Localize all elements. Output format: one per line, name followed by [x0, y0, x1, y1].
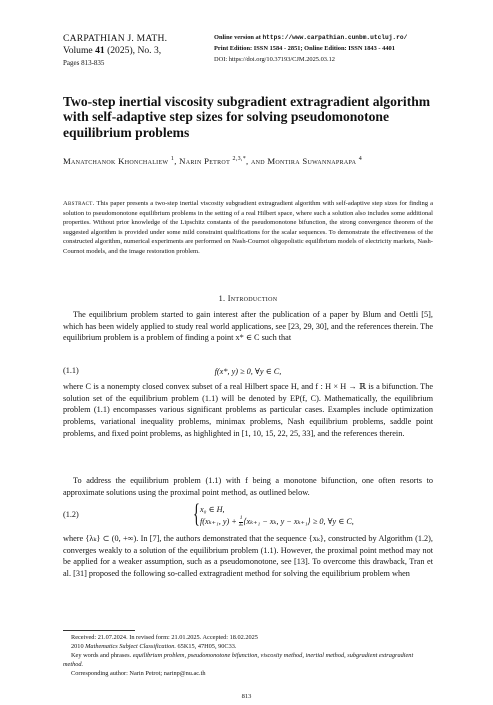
intro-paragraph-1: The equilibrium problem started to gain interest after the publication of a paper by Blum and Oettli [5], which has been widely applied to study real world applications, see [23, 29, 30], and the references therein. The equilibrium problem is a problem of finding a point x* ∈ C such that [63, 310, 433, 343]
keywords-text: equilibrium problem, pseudomonotone bifunction, viscosity method, inertial method, subgradient extragradient method. [63, 652, 414, 668]
journal-volume [63, 45, 223, 57]
equation-1-2-cases [200, 504, 354, 528]
abstract-label: Abstract. [63, 200, 95, 207]
author-3: Montira Suwannaprapa [267, 156, 357, 166]
volume-prefix: Volume [63, 45, 96, 56]
doi-link[interactable]: DOI: https://doi.org/10.37193/CJM.2025.03.12 [214, 55, 335, 63]
equation-brace: { [193, 499, 200, 528]
footnote-received: Received: 21.07.2024. In revised form: 21.01.2025. Accepted: 18.02.2025 [71, 634, 258, 641]
equation-1-2-line-1: x₀ ∈ H, [200, 505, 225, 514]
intro-paragraph-3: To address the equilibrium problem (1.1) with f being a monotone bifunction, one often resorts to approximate solutions using the proximal point method, as outlined below. [63, 476, 433, 497]
fraction-numerator: 1 [239, 515, 243, 522]
msc-label: Mathematics Subject Classification. [85, 643, 176, 650]
author-and: and [250, 156, 265, 166]
journal-pages: Pages 813-835 [63, 59, 105, 67]
footnote-corresponding: Corresponding author: Narin Petrot; narinp@nu.ac.th [71, 670, 206, 677]
footnote-rule [63, 630, 135, 631]
equation-1-1-label: (1.1) [63, 366, 79, 375]
footnote-keywords [63, 651, 433, 669]
journal-name: CARPATHIAN J. MATH. [63, 33, 168, 44]
issn-line: Print Edition: ISSN 1584 - 2851; Online Edition: ISSN 1843 - 4401 [214, 44, 395, 52]
equation-1-1-body: f(x*, y) ≥ 0, ∀y ∈ C, [214, 367, 282, 376]
journal-header [63, 33, 223, 69]
author-1-affiliation: 1 [170, 156, 175, 163]
equation-1-2 [63, 499, 433, 530]
intro-paragraph-4: where {λₖ} ⊂ (0, +∞). In [7], the authors demonstrated that the sequence {xₖ}, constructed by Algorithm (1.2), converges weakly to a solution of the equilibrium problem (1.1). However, the proximal point method may not be applied for a weaker assumption, such as a pseudomonotone, see [13]. To overcome this drawback, Tran et al. [31] proposed the following so-called extragradient method for solving the equilibrium problem when [63, 534, 433, 579]
author-3-affiliation: 4 [358, 156, 363, 163]
fraction-denominator: λₖ [238, 521, 244, 528]
abstract-text: This paper presents a two-step inertial viscosity subgradient extragradient algorithm with self-adaptive step sizes for finding a solution to pseudomonotone equilibrium problems in the setting of a real Hilbert space, where such a solution also includes some additional properties. Without prior knowledge of the Lipschitz constants of the pseudomonotone bifunction, the strong convergence theorem of the suggested algorithm is provided under some mild constraint qualifications for the scalar sequences. To demonstrate the effectiveness of the constructed algorithm, numerical experiments are performed on Nash-Cournot oligopolistic equilibrium models of electricity markets, Nash-Cournot models, and the image restoration problem. [63, 200, 433, 255]
msc-codes: 65K15, 47H05, 90C33. [175, 643, 237, 650]
online-url-link[interactable]: https://www.carpathian.cunbm.utcluj.ro/ [262, 34, 408, 41]
author-2-affiliation: 2,3,* [232, 156, 247, 163]
footnote-msc [63, 642, 433, 651]
equation-1-2-term-a: f(xₖ₊₁, y) + [200, 517, 239, 526]
author-list: Manatchanok Khonchaliew $^1$, Narin Petrot $^{2,3,*}$, and Montira Suwannaprapa $^4$ [63, 156, 363, 166]
msc-prefix: 2010 [71, 643, 86, 650]
volume-suffix: (2025), No. 3, [104, 45, 162, 56]
volume-number: 41 [95, 45, 105, 56]
equation-1-2-label: (1.2) [63, 510, 79, 519]
equation-1-2-line-2 [200, 516, 354, 528]
paper-title: Two-step inertial viscosity subgradient extragradient algorithm with self-adaptive step sizes for solving pseudomonotone equilibrium problems [63, 94, 431, 140]
author-2: Narin Petrot [179, 156, 231, 166]
page-number: 813 [241, 693, 252, 700]
publication-info [214, 33, 444, 65]
abstract [63, 199, 433, 256]
footnotes [63, 633, 433, 678]
intro-paragraph-2: where C is a nonempty closed convex subset of a real Hilbert space H, and f : H × H → ℝ is a bifunction. The solution set of the equilibrium problem (1.1) will be denoted by EP(f, C). Mathematically, the equilibrium problem (1.1) encompasses various significant problems as particular cases. Examples include optimization problems, variational inequality problems, minimax problems, Nash equilibrium problems, saddle point problems, and fixed point problems, as highlighted in [1, 10, 15, 22, 25, 33], and the references therein. [63, 382, 433, 438]
equation-1-2-term-b: ⟨xₖ₊₁ − xₖ, y − xₖ₊₁⟩ ≥ 0, ∀y ∈ C, [243, 517, 354, 526]
online-prefix: Online version at [214, 34, 263, 41]
section-heading: 1. Introduction [218, 294, 278, 303]
keywords-label: Key words and phrases. [71, 652, 132, 659]
online-version [214, 33, 444, 44]
author-1: Manatchanok Khonchaliew [63, 156, 169, 166]
